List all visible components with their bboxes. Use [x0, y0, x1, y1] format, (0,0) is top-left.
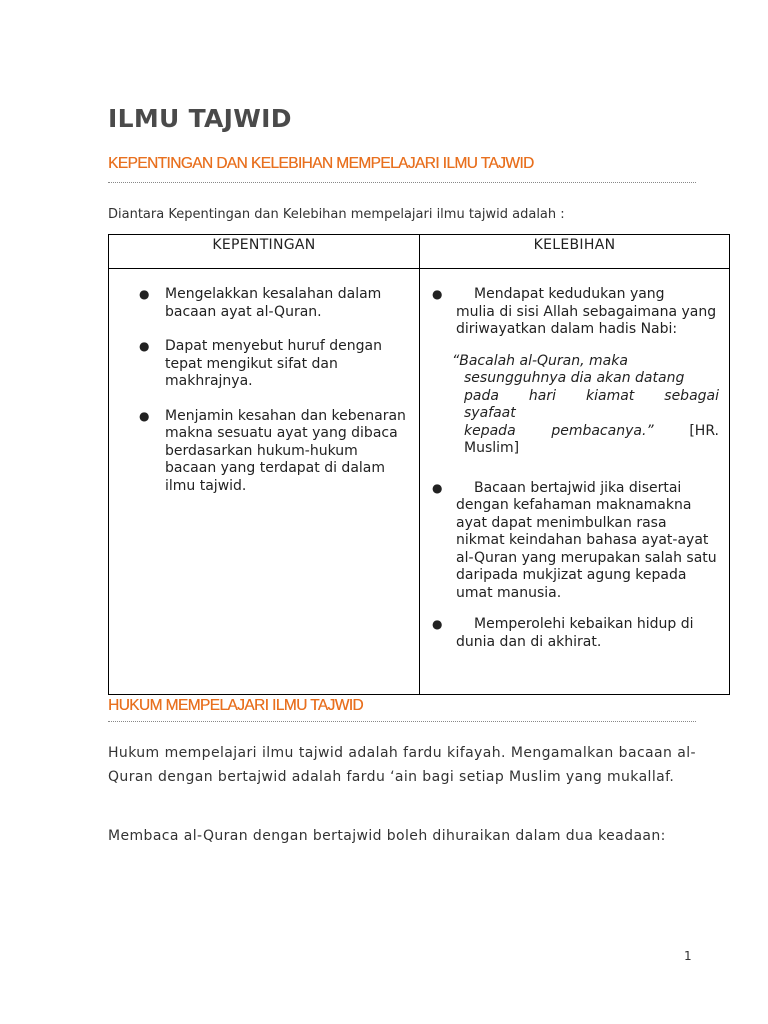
keadaan-paragraph: Membaca al-Quran dengan bertajwid boleh dihuraikan dalam dua keadaan:: [108, 828, 666, 844]
kelebihan-cell: [420, 269, 730, 695]
hadith-line: syafaat: [464, 405, 516, 421]
list-item-text: mulia di sisi Allah sebagaimana yang diriwayatkan dalam hadis Nabi:: [456, 303, 717, 337]
list-item: [420, 616, 719, 651]
bullet-icon: ●: [432, 480, 443, 495]
comparison-table: [108, 234, 730, 695]
list-item: [420, 480, 719, 603]
page-number: 1: [684, 949, 692, 963]
kepentingan-list: [109, 286, 409, 495]
header-kepentingan: KEPENTINGAN: [109, 235, 420, 269]
bullet-icon: ●: [432, 287, 443, 301]
table-header-row: [109, 235, 730, 269]
bullet-icon: ●: [139, 287, 150, 301]
list-item-text: Menjamin kesahan dan kebenaran makna sesuatu ayat yang dibaca berdasarkan hukum-hukum bacaan yang terdapat di dalam ilmu tajwid.: [165, 407, 406, 494]
hadith-line: sesungguhnya dia akan datang: [464, 370, 685, 386]
list-item: [109, 286, 409, 321]
table-body-row: [109, 269, 730, 695]
kelebihan-list: [420, 286, 719, 339]
kelebihan-list-continued: [420, 480, 719, 652]
list-item-lead: Mendapat kedudukan yang: [474, 286, 665, 302]
dotted-divider: [108, 721, 696, 722]
hadith-line: “Bacalah al-Quran, maka: [452, 352, 628, 369]
list-item-text: Mengelakkan kesalahan dalam bacaan ayat al-Quran.: [165, 286, 382, 320]
list-item-text: Dapat menyebut huruf dengan tepat mengikut sifat dan makhrajnya.: [165, 338, 382, 389]
hukum-paragraph: Hukum mempelajari ilmu tajwid adalah fardu kifayah. Mengamalkan bacaan al-Quran dengan bertajwid adalah fardu ‘ain bagi setiap Muslim yang mukallaf.: [108, 745, 696, 785]
list-item-lead: Bacaan bertajwid jika disertai: [474, 479, 682, 496]
dotted-divider: [108, 182, 696, 183]
intro-paragraph: Diantara Kepentingan dan Kelebihan mempelajari ilmu tajwid adalah :: [108, 207, 565, 222]
list-item: [109, 408, 409, 496]
bullet-icon: ●: [139, 408, 150, 423]
hadith-line: kepada pembacanya.”: [464, 422, 654, 439]
kepentingan-cell: [109, 269, 420, 695]
page-title: ILMU TAJWID: [108, 104, 292, 133]
list-item: [109, 338, 409, 391]
bullet-icon: ●: [139, 339, 150, 353]
hadith-source-narrator: Muslim]: [464, 440, 520, 456]
section-heading-kepentingan: KEPENTINGAN DAN KELEBIHAN MEMPELAJARI ILMU TAJWID: [108, 155, 534, 172]
hadith-line: pada hari kiamat sebagai: [464, 387, 719, 404]
bullet-icon: ●: [432, 617, 443, 631]
list-item-lead: Memperolehi kebaikan hidup di: [474, 616, 694, 632]
hadith-line-with-source: [452, 423, 719, 441]
list-item: [420, 286, 719, 339]
header-kelebihan: KELEBIHAN: [420, 235, 730, 269]
hadith-quote: [452, 353, 719, 458]
list-item-text: dunia dan di akhirat.: [456, 633, 602, 650]
list-item-text: dengan kefahaman maknamakna ayat dapat menimbulkan rasa nikmat keindahan bahasa ayat-ayat al-Quran yang merupakan salah satu daripada mukjizat agung kepada umat manusia.: [456, 497, 717, 601]
section-heading-hukum: HUKUM MEMPELAJARI ILMU TAJWID: [108, 697, 364, 714]
hadith-source: [HR.: [689, 422, 719, 439]
